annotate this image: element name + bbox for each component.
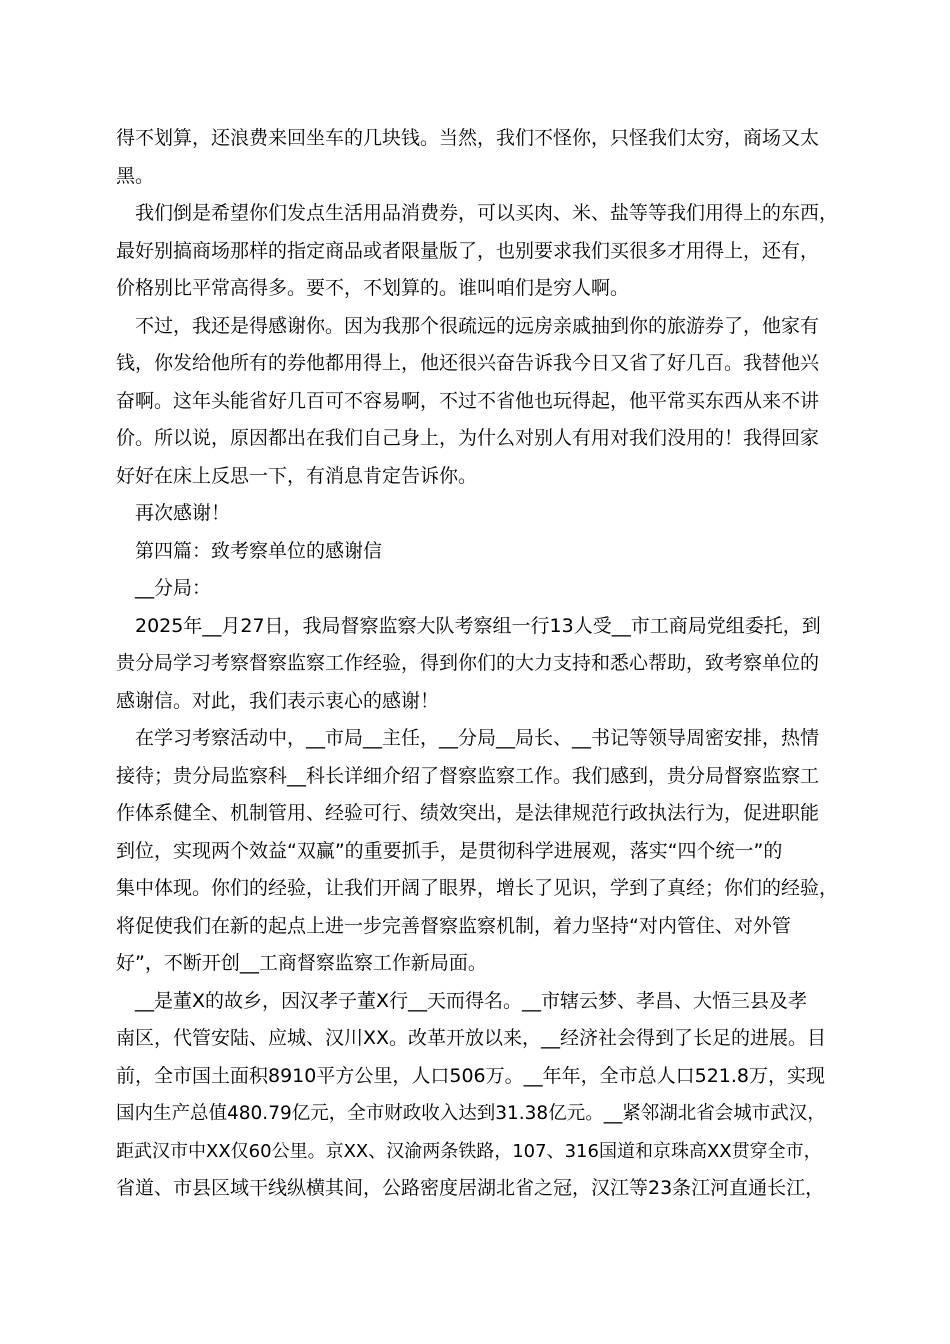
- paragraph-start-line: 我们倒是希望你们发点生活用品消费券，可以买肉、米、盐等等我们用得上的东西，: [135, 202, 839, 224]
- text-line: 前，全市国土面积8910平方公里，人口506万。__年年，全市总人口521.8万，实现: [116, 1064, 826, 1087]
- document-page: [116, 120, 840, 1208]
- text-line: 距武汉市中XX仅60公里。京XX、汉渝两条铁路，107、316国道和京珠高XX贯穿全市，: [116, 1140, 822, 1162]
- text-line: 钱，你发给他所有的券他都用得上，他还很兴奋告诉我今日又省了好几百。我替他兴: [116, 352, 820, 374]
- text-line: 接待；贵分局监察科__科长详细介绍了督察监察工作。我们感到，贵分局督察监察工: [116, 764, 820, 787]
- text-line: 好”，不断开创__工商督察监察工作新局面。: [116, 952, 487, 974]
- text-line: 黑。: [116, 164, 155, 187]
- paragraph-start-line: __是董X的故乡，因汉孝子董X行__天而得名。__市辖云梦、孝昌、大悟三县及孝: [135, 989, 808, 1012]
- text-line: 价格别比平常高得多。要不，不划算的。谁叫咱们是穷人啊。: [116, 277, 630, 299]
- closing-line: 再次感谢！: [135, 502, 231, 524]
- text-line: 贵分局学习考察督察监察工作经验，得到你们的大力支持和悉心帮助，致考察单位的: [116, 652, 820, 674]
- paragraph-start-line: 在学习考察活动中，__市局__主任，__分局__局长、__书记等领导周密安排，热情: [135, 727, 820, 749]
- text-line: 到位，实现两个效益“双赢”的重要抓手，是贯彻科学进展观，落实“四个统一”的: [116, 839, 783, 862]
- text-line: 价。所以说，原因都出在我们自己身上，为什么对别人有用对我们没用的！我得回家: [116, 427, 820, 449]
- paragraph-start-line: 2025年__月27日，我局督察监察大队考察组一行13人受__市工商局党组委托，到: [135, 614, 821, 637]
- text-line: 奋啊。这年头能省好几百可不容易啊，不过不省他也玩得起，他平常买东西从来不讲: [116, 389, 820, 412]
- salutation: __分局：: [135, 577, 212, 599]
- text-line: 感谢信。对此，我们表示衷心的感谢！: [116, 689, 440, 712]
- text-line: 好好在床上反思一下，有消息肯定告诉你。: [116, 464, 478, 487]
- text-line: 南区，代管安陆、应城、汉川XX。改革开放以来，__经济社会得到了长足的进展。目: [116, 1027, 827, 1049]
- text-line: 集中体现。你们的经验，让我们开阔了眼界，增长了见识，学到了真经；你们的经验，: [116, 877, 839, 899]
- text-line: 将促使我们在新的起点上进一步完善督察监察机制，着力坚持“对内管住、对外管: [116, 914, 791, 937]
- text-line: 国内生产总值480.79亿元，全市财政收入达到31.38亿元。__紧邻湖北省会城市武汉，: [116, 1103, 826, 1124]
- paragraph-start-line: 不过，我还是得感谢你。因为我那个很疏远的远房亲戚抽到你的旅游券了，他家有: [135, 314, 820, 337]
- text-line: 作体系健全、机制管用、经验可行、绩效突出，是法律规范行政执法行为，促进职能: [116, 802, 820, 824]
- section-heading: 第四篇：致考察单位的感谢信: [135, 539, 383, 562]
- text-line: 省道、市县区域干线纵横其间，公路密度居湖北省之冠，汉江等23条江河直通长江，: [116, 1177, 825, 1199]
- text-line: 得不划算，还浪费来回坐车的几块钱。当然，我们不怪你，只怪我们太穷，商场又太: [116, 127, 820, 149]
- text-line: 最好别搞商场那样的指定商品或者限量版了，也别要求我们买很多才用得上，还有，: [116, 239, 820, 262]
